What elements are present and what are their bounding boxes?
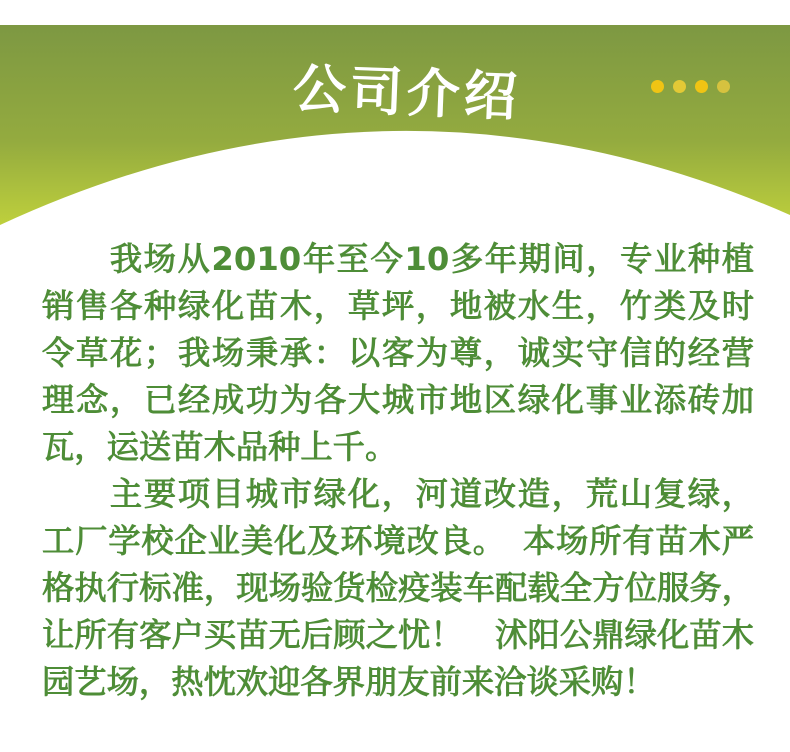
intro-line: 工厂学校企业美化及环境改良。 本场所有苗木严 xyxy=(42,522,754,560)
page-title: 公司介绍 xyxy=(291,58,522,129)
intro-line: 我场从2010年至今10多年期间，专业种植 xyxy=(109,240,754,278)
dot-icon xyxy=(651,80,664,93)
intro-line: 理念，已经成功为各大城市地区绿化事业添砖加 xyxy=(42,381,754,419)
intro-line: 销售各种绿化苗木，草坪，地被水生，竹类及时 xyxy=(42,287,754,325)
intro-text xyxy=(42,236,754,706)
section-header xyxy=(0,25,790,237)
intro-line: 让所有客户买苗无后顾之忧！ 沭阳公鼎绿化苗木 xyxy=(42,616,754,654)
dot-icon xyxy=(673,80,686,93)
intro-line: 主要项目城市绿化，河道改造，荒山复绿， xyxy=(109,475,754,513)
dot-icon xyxy=(717,80,730,93)
dot-icon xyxy=(695,80,708,93)
intro-line: 格执行标准，现场验货检疫装车配载全方位服务， xyxy=(42,569,754,607)
header-dots xyxy=(651,80,730,93)
intro-line: 园艺场，热忱欢迎各界朋友前来洽谈采购！ xyxy=(42,663,656,701)
intro-line: 瓦，运送苗木品种上千。 xyxy=(42,428,398,466)
top-white-strip xyxy=(0,0,790,25)
intro-line: 令草花；我场秉承：以客为尊，诚实守信的经营 xyxy=(42,334,754,372)
